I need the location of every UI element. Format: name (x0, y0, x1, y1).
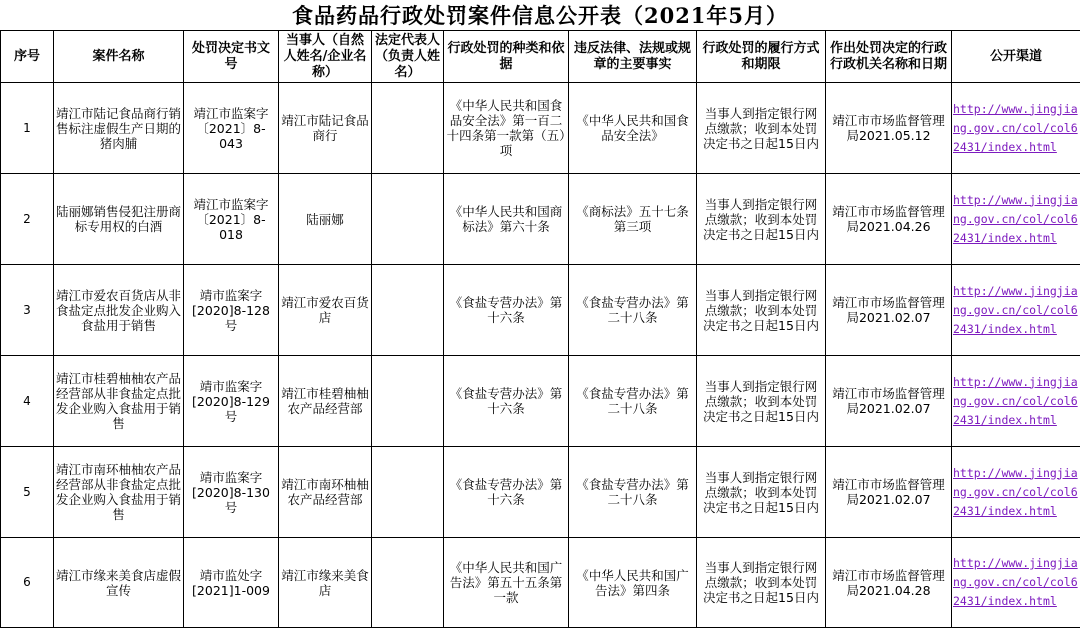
header-facts: 违反法律、法规或规章的主要事实 (569, 31, 697, 83)
authority-date: 靖江市市场监督管理局2021.02.07 (826, 265, 952, 356)
case-name: 陆丽娜销售侵犯注册商标专用权的白酒 (54, 174, 184, 265)
violation-facts: 《商标法》五十七条第三项 (569, 174, 697, 265)
authority-date: 靖江市市场监督管理局2021.02.07 (826, 447, 952, 538)
violation-facts: 《食盐专营办法》第二十八条 (569, 447, 697, 538)
penalty-basis: 《中华人民共和国商标法》第六十条 (444, 174, 569, 265)
table-row (1, 356, 1080, 447)
penalty-basis: 《中华人民共和国食品安全法》第一百二十四条第一款第（五）项 (444, 83, 569, 174)
channel-cell (952, 83, 1080, 174)
doc-no: 靖市监处字[2021]1-009 (184, 538, 279, 628)
penalty-basis: 《食盐专营办法》第十六条 (444, 356, 569, 447)
header-channel: 公开渠道 (952, 31, 1080, 83)
party: 靖江市缘来美食店 (279, 538, 372, 628)
legal-rep (372, 538, 444, 628)
row-no: 5 (1, 447, 54, 538)
channel-link[interactable]: http://www.jingjiang.gov.cn/col/col62431/index.html (953, 466, 1078, 518)
legal-rep (372, 174, 444, 265)
authority-date: 靖江市市场监督管理局2021.04.28 (826, 538, 952, 628)
channel-link[interactable]: http://www.jingjiang.gov.cn/col/col62431/index.html (953, 375, 1078, 427)
table-row (1, 447, 1080, 538)
penalty-table (0, 30, 1080, 628)
channel-link[interactable]: http://www.jingjiang.gov.cn/col/col62431/index.html (953, 284, 1078, 336)
row-no: 2 (1, 174, 54, 265)
case-name: 靖江市桂碧柚柚农产品经营部从非食盐定点批发企业购入食盐用于销售 (54, 356, 184, 447)
table-row (1, 538, 1080, 628)
header-case-name: 案件名称 (54, 31, 184, 83)
violation-facts: 《中华人民共和国广告法》第四条 (569, 538, 697, 628)
page-title: 食品药品行政处罚案件信息公开表（2021年5月） (0, 0, 1080, 30)
channel-link[interactable]: http://www.jingjiang.gov.cn/col/col62431/index.html (953, 102, 1078, 154)
violation-facts: 《食盐专营办法》第二十八条 (569, 356, 697, 447)
case-name: 靖江市陆记食品商行销售标注虚假生产日期的猪肉脯 (54, 83, 184, 174)
header-legal-rep: 法定代表人（负责人姓名） (372, 31, 444, 83)
violation-facts: 《中华人民共和国食品安全法》 (569, 83, 697, 174)
table-header-row (1, 31, 1080, 83)
case-name: 靖江市南环柚柚农产品经营部从非食盐定点批发企业购入食盐用于销售 (54, 447, 184, 538)
header-no: 序号 (1, 31, 54, 83)
doc-no: 靖江市监案字〔2021〕8-018 (184, 174, 279, 265)
penalty-basis: 《食盐专营办法》第十六条 (444, 447, 569, 538)
channel-link[interactable]: http://www.jingjiang.gov.cn/col/col62431/index.html (953, 556, 1078, 608)
header-basis: 行政处罚的种类和依据 (444, 31, 569, 83)
row-no: 1 (1, 83, 54, 174)
row-no: 4 (1, 356, 54, 447)
payment-method: 当事人到指定银行网点缴款；收到本处罚决定书之日起15日内 (697, 265, 826, 356)
channel-cell (952, 538, 1080, 628)
row-no: 3 (1, 265, 54, 356)
party: 靖江市桂碧柚柚农产品经营部 (279, 356, 372, 447)
party: 靖江市陆记食品商行 (279, 83, 372, 174)
table-row (1, 83, 1080, 174)
violation-facts: 《食盐专营办法》第二十八条 (569, 265, 697, 356)
header-authority-date: 作出处罚决定的行政行政机关名称和日期 (826, 31, 952, 83)
legal-rep (372, 447, 444, 538)
case-name: 靖江市爱农百货店从非食盐定点批发企业购入食盐用于销售 (54, 265, 184, 356)
header-party: 当事人（自然人姓名/企业名称） (279, 31, 372, 83)
legal-rep (372, 83, 444, 174)
penalty-basis: 《食盐专营办法》第十六条 (444, 265, 569, 356)
authority-date: 靖江市市场监督管理局2021.02.07 (826, 356, 952, 447)
authority-date: 靖江市市场监督管理局2021.05.12 (826, 83, 952, 174)
channel-cell (952, 356, 1080, 447)
payment-method: 当事人到指定银行网点缴款；收到本处罚决定书之日起15日内 (697, 356, 826, 447)
legal-rep (372, 265, 444, 356)
channel-cell (952, 447, 1080, 538)
doc-no: 靖江市监案字〔2021〕8-043 (184, 83, 279, 174)
doc-no: 靖市监案字[2020]8-128号 (184, 265, 279, 356)
party: 靖江市爱农百货店 (279, 265, 372, 356)
table-row (1, 174, 1080, 265)
payment-method: 当事人到指定银行网点缴款；收到本处罚决定书之日起15日内 (697, 538, 826, 628)
row-no: 6 (1, 538, 54, 628)
penalty-basis: 《中华人民共和国广告法》第五十五条第一款 (444, 538, 569, 628)
payment-method: 当事人到指定银行网点缴款；收到本处罚决定书之日起15日内 (697, 447, 826, 538)
payment-method: 当事人到指定银行网点缴款；收到本处罚决定书之日起15日内 (697, 83, 826, 174)
legal-rep (372, 356, 444, 447)
channel-cell (952, 265, 1080, 356)
channel-link[interactable]: http://www.jingjiang.gov.cn/col/col62431/index.html (953, 193, 1078, 245)
doc-no: 靖市监案字[2020]8-130号 (184, 447, 279, 538)
channel-cell (952, 174, 1080, 265)
authority-date: 靖江市市场监督管理局2021.04.26 (826, 174, 952, 265)
payment-method: 当事人到指定银行网点缴款；收到本处罚决定书之日起15日内 (697, 174, 826, 265)
table-row (1, 265, 1080, 356)
party: 靖江市南环柚柚农产品经营部 (279, 447, 372, 538)
case-name: 靖江市缘来美食店虚假宣传 (54, 538, 184, 628)
doc-no: 靖市监案字[2020]8-129号 (184, 356, 279, 447)
header-method: 行政处罚的履行方式和期限 (697, 31, 826, 83)
header-doc-no: 处罚决定书文号 (184, 31, 279, 83)
party: 陆丽娜 (279, 174, 372, 265)
